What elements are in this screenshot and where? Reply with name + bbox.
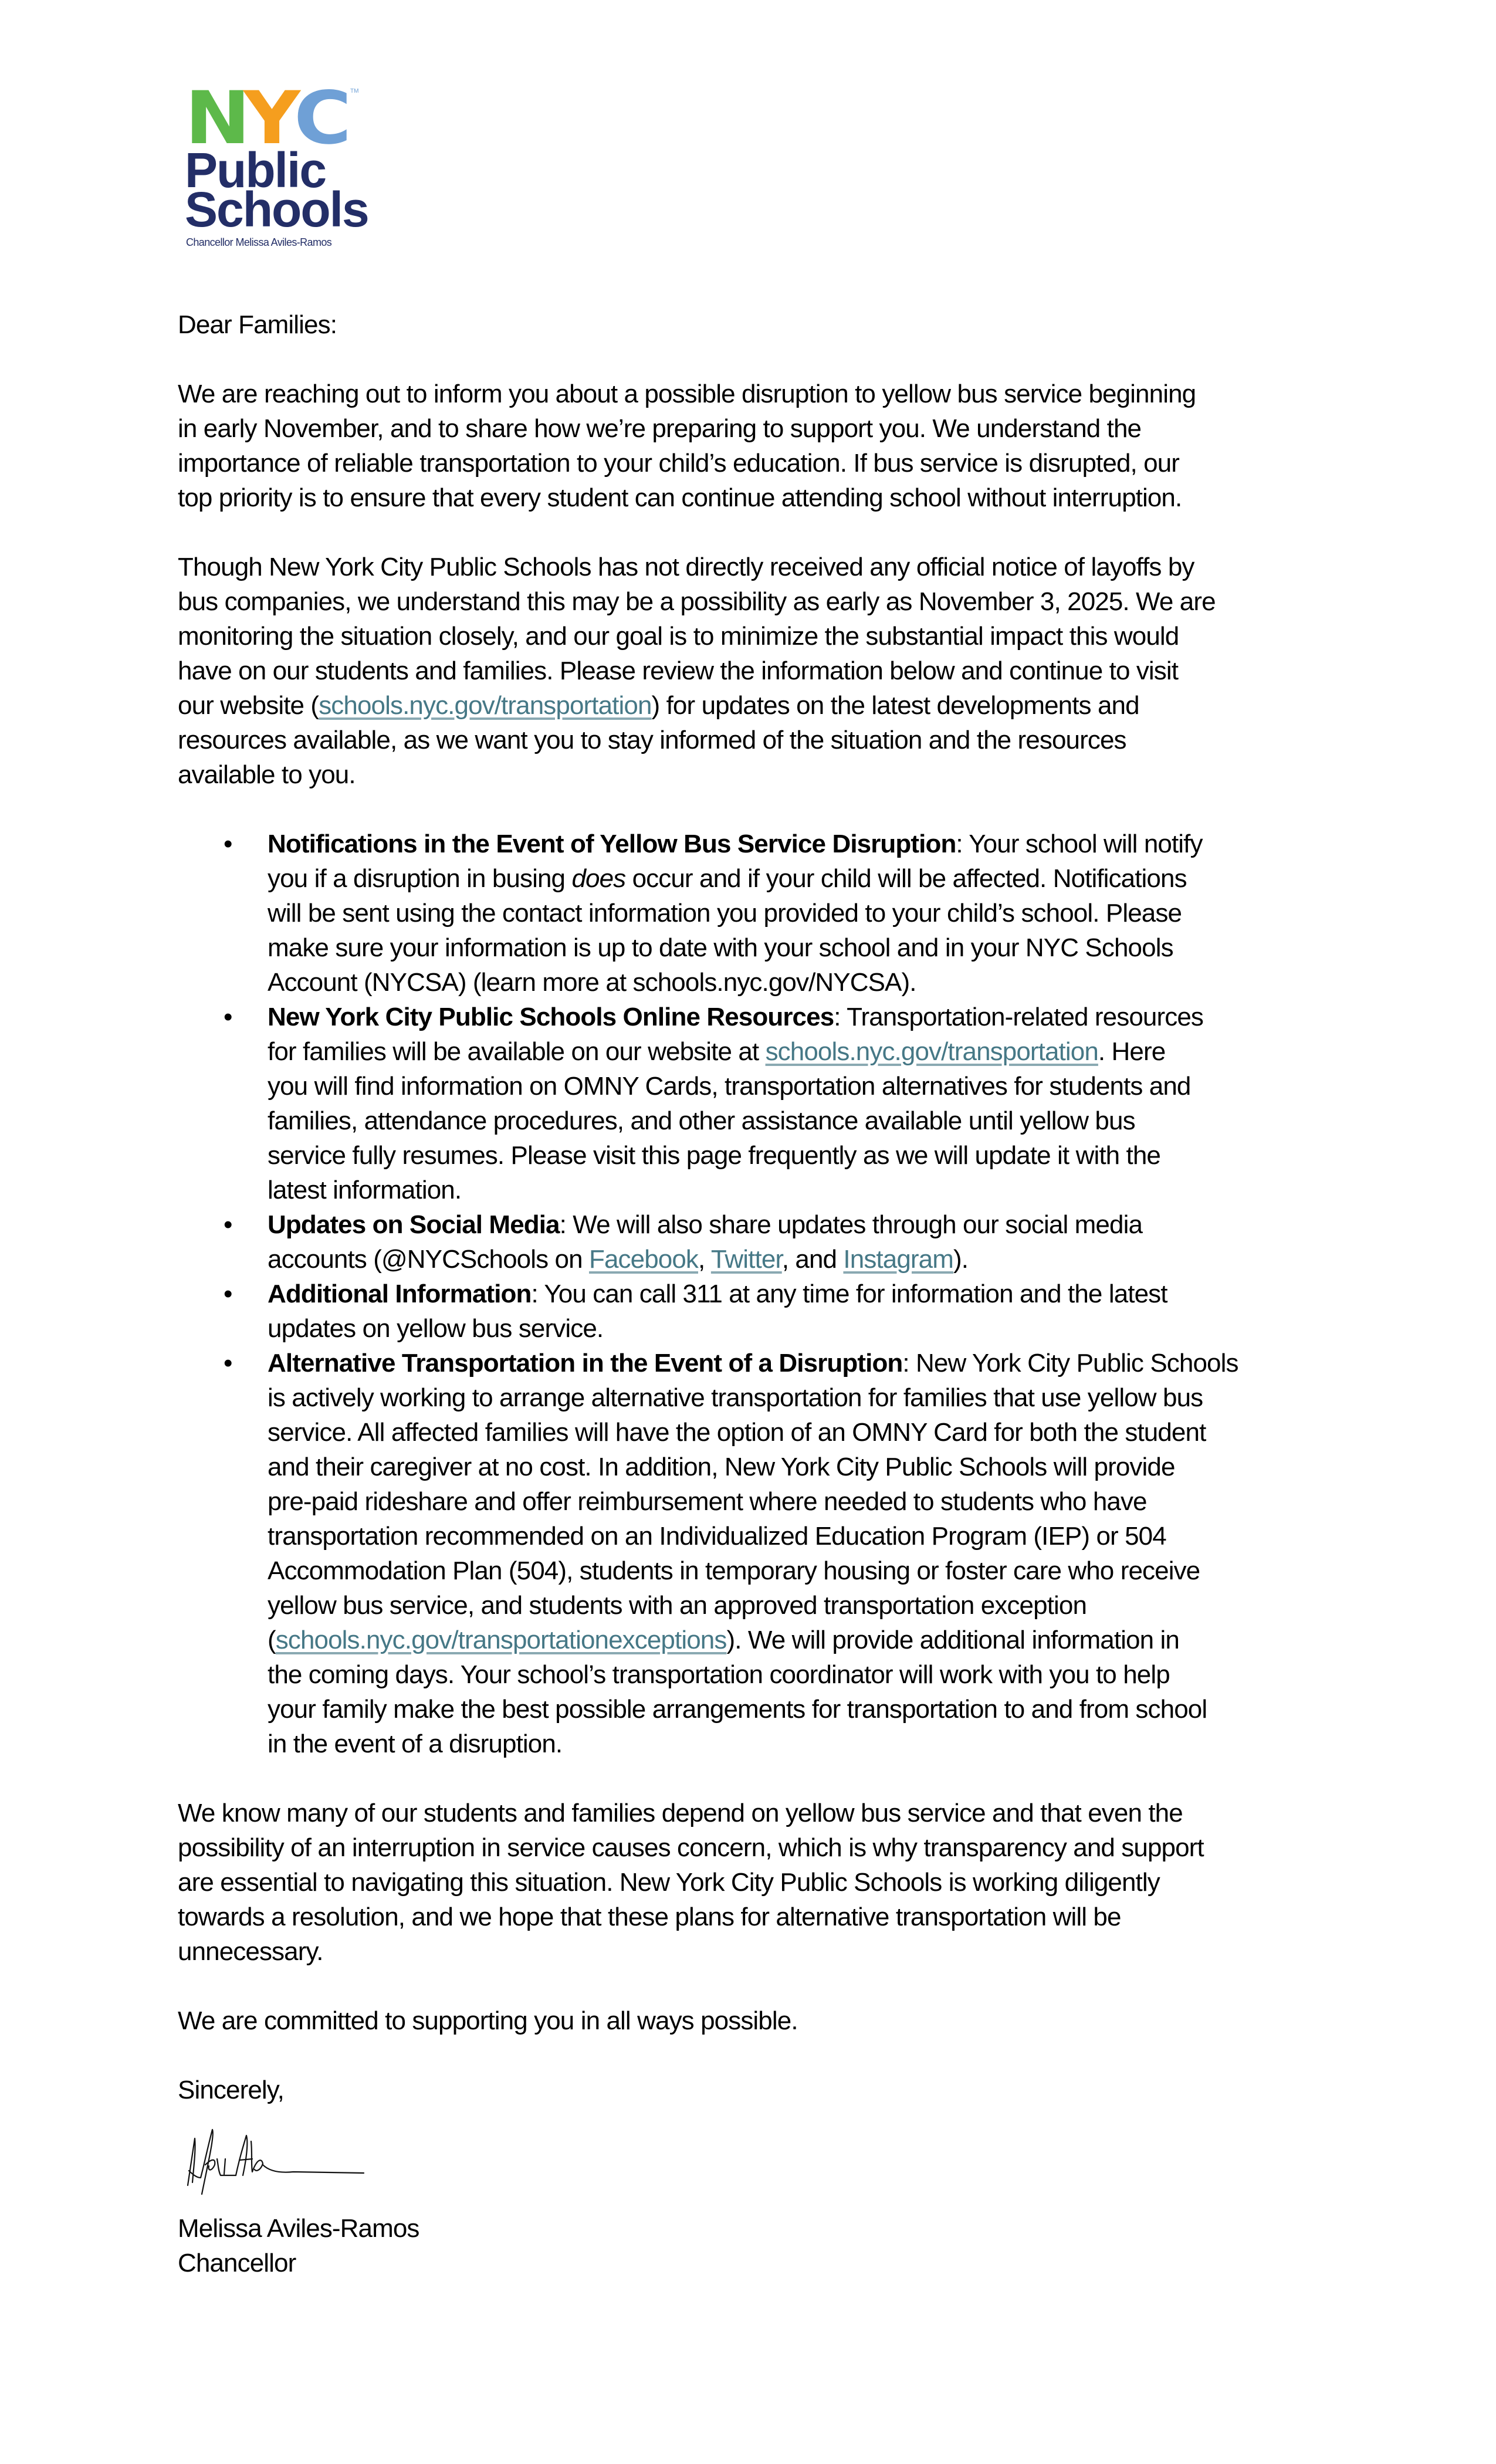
list-item-line: yellow bus service, and students with an approved transportation exception	[268, 1591, 1087, 1620]
list-item-line: updates on yellow bus service.	[268, 1314, 604, 1343]
list-item-line: is actively working to arrange alternative transportation for families that use yellow bus	[268, 1383, 1203, 1412]
list-item-line: Account (NYCSA) (learn more at schools.nyc.gov/NYCSA).	[268, 968, 916, 997]
paragraph-line: towards a resolution, and we hope that these plans for alternative transportation will be	[178, 1903, 1121, 1931]
text: ) for updates on the latest developments and	[651, 691, 1139, 720]
paragraph-line: in early November, and to share how we’re preparing to support you. We understand the	[178, 414, 1142, 443]
nyc-wordmark	[185, 76, 347, 161]
paragraph-line: available to you.	[178, 760, 356, 789]
bullet-icon: •	[224, 1210, 233, 1239]
list-item-line	[268, 1242, 968, 1277]
nyc-public-schools-logo	[185, 76, 373, 258]
signer-title: Chancellor	[178, 2249, 296, 2277]
list-item-line: service. All affected families will have the option of an OMNY Card for both the student	[268, 1418, 1206, 1447]
text: ,	[698, 1245, 711, 1274]
list-item-line	[268, 1277, 1167, 1311]
paragraph-line: bus companies, we understand this may be a possibility as early as November 3, 2025. We are	[178, 587, 1216, 616]
paragraph-line: unnecessary.	[178, 1937, 323, 1966]
list-item-line: in the event of a disruption.	[268, 1729, 563, 1758]
text: : New York City Public Schools	[902, 1349, 1238, 1377]
salutation: Dear Families:	[178, 310, 337, 339]
list-item-line: transportation recommended on an Individualized Education Program (IEP) or 504	[268, 1522, 1166, 1551]
list-item-line: latest information.	[268, 1176, 462, 1204]
instagram-link[interactable]: Instagram	[843, 1245, 953, 1274]
list-item-heading: Additional Information	[268, 1280, 532, 1308]
bullet-icon: •	[224, 830, 233, 858]
text: , and	[781, 1245, 844, 1274]
trademark-mark: TM	[350, 88, 359, 94]
list-item-line	[268, 1207, 1142, 1242]
list-item-line: families, attendance procedures, and other assistance available until yellow bus	[268, 1106, 1135, 1135]
paragraph-line	[178, 688, 1139, 723]
closing: Sincerely,	[178, 2076, 284, 2104]
bullet-icon: •	[224, 1349, 233, 1377]
transportation-link[interactable]: schools.nyc.gov/transportation	[319, 691, 652, 720]
twitter-link[interactable]: Twitter	[710, 1245, 782, 1274]
signer-name: Melissa Aviles-Ramos	[178, 2214, 419, 2243]
list-item-line	[268, 1000, 1203, 1034]
text: our website (	[178, 691, 319, 720]
emphasis: does	[571, 864, 626, 893]
paragraph-line: importance of reliable transportation to your child’s education. If bus service is disrupted, our	[178, 449, 1180, 478]
list-item-heading: Notifications in the Event of Yellow Bus Service Disruption	[268, 830, 956, 858]
paragraph-line: resources available, as we want you to stay informed of the situation and the resources	[178, 726, 1126, 754]
text: : Your school will notify	[956, 830, 1203, 858]
text: accounts (@NYCSchools on	[268, 1245, 589, 1274]
text: ).	[953, 1245, 969, 1274]
logo-schools-text: Schools	[185, 182, 368, 237]
paragraph-line: Though New York City Public Schools has not directly received any official notice of layoffs by	[178, 553, 1194, 581]
logo-public-text: Public	[185, 143, 326, 198]
text: : You can call 311 at any time for information and the latest	[531, 1280, 1167, 1308]
list-item-line: will be sent using the contact information you provided to your child’s school. Please	[268, 899, 1182, 928]
list-item-heading: New York City Public Schools Online Resources	[268, 1003, 834, 1031]
list-item-heading: Alternative Transportation in the Event of a Disruption	[268, 1349, 903, 1377]
logo-chancellor-tagline: Chancellor Melissa Aviles-Ramos	[186, 236, 332, 248]
list-item-line: and their caregiver at no cost. In addition, New York City Public Schools will provide	[268, 1453, 1175, 1481]
signature-image	[182, 2124, 370, 2200]
list-item-line: you will find information on OMNY Cards, transportation alternatives for students and	[268, 1072, 1191, 1101]
list-item-line	[268, 827, 1203, 861]
paragraph-line: monitoring the situation closely, and our goal is to minimize the substantial impact this would	[178, 622, 1179, 651]
text: ). We will provide additional information in	[726, 1626, 1179, 1654]
list-item-line: your family make the best possible arrangements for transportation to and from school	[268, 1695, 1207, 1724]
transportation-exceptions-link[interactable]: schools.nyc.gov/transportationexceptions	[275, 1626, 727, 1654]
list-item-line	[268, 1346, 1238, 1380]
logo-letter-n: N	[185, 76, 246, 161]
paragraph-line: We are reaching out to inform you about a possible disruption to yellow bus service beginning	[178, 380, 1196, 408]
logo-letter-y: Y	[243, 76, 296, 161]
bullet-icon: •	[224, 1280, 233, 1308]
text: you if a disruption in busing	[268, 864, 572, 893]
list-item-line	[268, 1623, 1179, 1657]
text: (	[268, 1626, 276, 1654]
bullet-icon: •	[224, 1003, 233, 1031]
transportation-link[interactable]: schools.nyc.gov/transportation	[765, 1037, 1098, 1066]
list-item-line	[268, 861, 1187, 896]
text: : We will also share updates through our social media	[559, 1210, 1143, 1239]
list-item-line: pre-paid rideshare and offer reimbursement where needed to students who have	[268, 1487, 1147, 1516]
list-item-line: Accommodation Plan (504), students in temporary housing or foster care who receive	[268, 1556, 1200, 1585]
text: . Here	[1098, 1037, 1166, 1066]
logo-letter-c: C	[293, 76, 347, 161]
list-item-heading: Updates on Social Media	[268, 1210, 560, 1239]
text: occur and if your child will be affected. Notifications	[625, 864, 1187, 893]
paragraph-line: top priority is to ensure that every student can continue attending school without interruption.	[178, 483, 1182, 512]
list-item-line: make sure your information is up to date with your school and in your NYC Schools	[268, 933, 1173, 962]
list-item-line: the coming days. Your school’s transportation coordinator will work with you to help	[268, 1660, 1170, 1689]
text: for families will be available on our website at	[268, 1037, 766, 1066]
paragraph-line: possibility of an interruption in service causes concern, which is why transparency and support	[178, 1833, 1204, 1862]
list-item-line	[268, 1034, 1165, 1069]
text: : Transportation-related resources	[834, 1003, 1204, 1031]
list-item-line: service fully resumes. Please visit this page frequently as we will update it with the	[268, 1141, 1161, 1170]
paragraph-line: We know many of our students and families depend on yellow bus service and that even the	[178, 1799, 1183, 1827]
paragraph-commitment: We are committed to supporting you in all ways possible.	[178, 2006, 798, 2035]
paragraph-line: have on our students and families. Please review the information below and continue to visit	[178, 656, 1179, 685]
facebook-link[interactable]: Facebook	[588, 1245, 699, 1274]
paragraph-line: are essential to navigating this situation. New York City Public Schools is working diligently	[178, 1868, 1160, 1897]
